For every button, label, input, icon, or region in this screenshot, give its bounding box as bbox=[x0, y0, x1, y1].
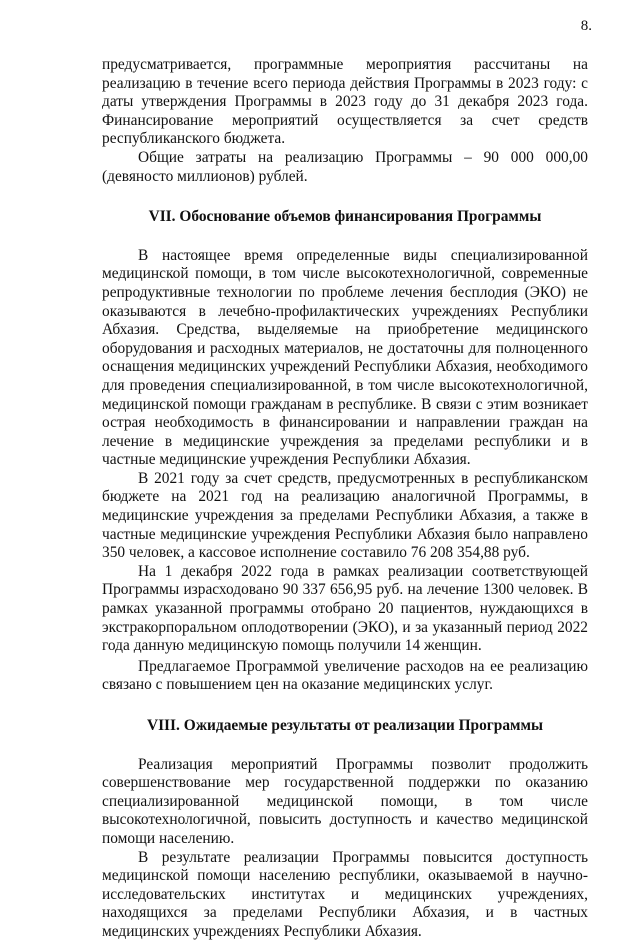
intro-paragraph-1: предусматривается, программные мероприятия рассчитаны на реализацию в течение всего периода действия Программы в 2023 году: с даты утверждения Программы в 2023 году до 31 декабря 2023 года. Финансирование мероприятий осуществляется за счет средств республиканского бюджета. bbox=[102, 56, 588, 148]
document-body bbox=[102, 56, 588, 942]
section-7-paragraph-4: Предлагаемое Программой увеличение расходов на ее реализацию связано с повышением цен на оказание медицинских услуг. bbox=[102, 657, 588, 694]
section-8-paragraph-1: Реализация мероприятий Программы позволит продолжить совершенствование мер государственной поддержки по оказанию специализированной медицинской помощи, в том числе высокотехнологичной, повысить доступность и качество медицинской помощи населению. bbox=[102, 755, 588, 847]
section-7-heading: VII. Обоснование объемов финансирования Программы bbox=[148, 208, 542, 226]
section-7-paragraph-3: На 1 декабря 2022 года в рамках реализации соответствующей Программы израсходовано 90 337 656,95 руб. на лечение 1300 человек. В рамках указанной программы отобрано 20 пациентов, нуждающихся в экстракорпоральном оплодотворении (ЭКО), и за указанный период 2022 года данную медицинскую помощь получили 14 женщин. bbox=[102, 562, 588, 655]
page-number: 8. bbox=[580, 18, 592, 34]
section-7-paragraph-1: В настоящее время определенные виды специализированной медицинской помощи, в том числе высокотехнологичной, современные репродуктивные технологии по проблеме лечения бесплодия (ЭКО) не оказываются в лечебно-профилактических учреждениях Республики Абхазия. Средства, выделяемые на приобретение медицинского оборудования и расходных материалов, не достаточны для полноценного оснащения медицинских учреждений Республики Абхазия, необходимого для проведения специализированной, в том числе высокотехнологичной, медицинской помощи гражданам в республике. В связи с этим возникает острая необходимость в финансировании и направлении граждан на лечение в медицинские учреждения за пределами республики и в частные медицинские учреждения Республики Абхазия. bbox=[102, 246, 588, 469]
section-7-paragraph-2: В 2021 году за счет средств, предусмотренных в республиканском бюджете на 2021 год на реализацию аналогичной Программы, в медицинские учреждения за пределами Республики Абхазия, а также в частные медицинские учреждения Республики Абхазия было направлено 350 человек, а кассовое исполнение составило 76 208 354,88 руб. bbox=[102, 469, 588, 562]
section-8-paragraph-2: В результате реализации Программы повысится доступность медицинской помощи населению республики, оказываемой в научно-исследовательских институтах и медицинских учреждениях, находящихся за пределами Республики Абхазия, и в частных медицинских учреждениях Республики Абхазия. bbox=[102, 848, 588, 940]
section-8-heading: VIII. Ожидаемые результаты от реализации Программы bbox=[146, 717, 544, 734]
intro-paragraph-2: Общие затраты на реализацию Программы – 90 000 000,00 (девяносто миллионов) рублей. bbox=[102, 148, 588, 185]
